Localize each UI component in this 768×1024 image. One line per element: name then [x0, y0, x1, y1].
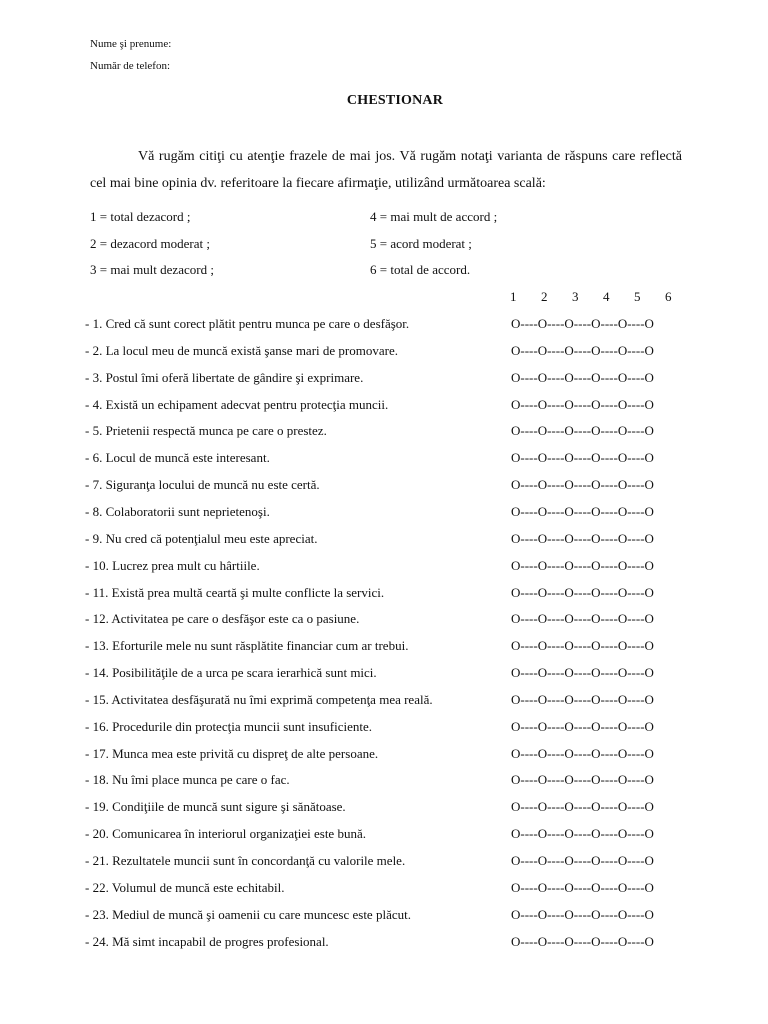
answer-scale-row[interactable]: O----O----O----O----O----O	[511, 772, 654, 787]
question-text: - 12. Activitatea pe care o desfăşor este ca o pasiune.	[85, 611, 360, 626]
question-text: - 9. Nu cred că potenţialul meu este apreciat.	[85, 531, 318, 546]
question-text: - 7. Siguranţa locului de muncă nu este certă.	[85, 477, 320, 492]
question-text: - 21. Rezultatele muncii sunt în concordanţă cu valorile mele.	[85, 853, 406, 868]
answer-scale-row[interactable]: O----O----O----O----O----O	[511, 531, 654, 546]
answer-scale-row[interactable]: O----O----O----O----O----O	[511, 826, 654, 841]
question-text: - 17. Munca mea este privită cu dispreţ de alte persoane.	[85, 746, 379, 761]
question-text: - 1. Cred că sunt corect plătit pentru munca pe care o desfăşor.	[85, 316, 410, 331]
question-text: - 3. Postul îmi oferă libertate de gândire şi exprimare.	[85, 370, 364, 385]
scale-number-4: 4	[603, 289, 610, 304]
question-text: - 10. Lucrez prea mult cu hârtiile.	[85, 558, 260, 573]
question-text: - 18. Nu îmi place munca pe care o fac.	[85, 772, 290, 787]
answer-scale-row[interactable]: O----O----O----O----O----O	[511, 746, 654, 761]
answer-scale-row[interactable]: O----O----O----O----O----O	[511, 907, 654, 922]
question-text: - 16. Procedurile din protecţia muncii sunt insuficiente.	[85, 719, 373, 734]
answer-scale-row[interactable]: O----O----O----O----O----O	[511, 611, 654, 626]
question-text: - 2. La locul meu de muncă există şanse mari de promovare.	[85, 343, 398, 358]
scale-item-2: 2 = dezacord moderat ;	[90, 236, 210, 251]
answer-scale-row[interactable]: O----O----O----O----O----O	[511, 719, 654, 734]
question-text: - 13. Eforturile mele nu sunt răsplătite financiar cum ar trebui.	[85, 638, 409, 653]
question-text: - 8. Colaboratorii sunt neprietenoşi.	[85, 504, 270, 519]
scale-item-4: 4 = mai mult de accord ;	[370, 209, 498, 224]
answer-scale-row[interactable]: O----O----O----O----O----O	[511, 934, 654, 949]
answer-scale-row[interactable]: O----O----O----O----O----O	[511, 343, 654, 358]
answer-scale-row[interactable]: O----O----O----O----O----O	[511, 504, 654, 519]
question-text: - 24. Mă simt incapabil de progres profesional.	[85, 934, 329, 949]
name-label: Nume şi prenume:	[90, 38, 172, 50]
answer-scale-row[interactable]: O----O----O----O----O----O	[511, 397, 654, 412]
question-text: - 15. Activitatea desfăşurată nu îmi exprimă competenţa mea reală.	[85, 692, 433, 707]
scale-item-5: 5 = acord moderat ;	[370, 236, 472, 251]
scale-item-3: 3 = mai mult dezacord ;	[90, 262, 214, 277]
scale-item-1: 1 = total dezacord ;	[90, 209, 191, 224]
scale-number-6: 6	[665, 289, 672, 304]
intro-text: Vă rugăm citiţi cu atenţie frazele de mai jos. Vă rugăm notaţi varianta de răspuns care reflectă cel mai bine opinia dv. referitoare la fiecare afirmaţie, utilizând următoarea scală:	[90, 149, 682, 191]
answer-scale-row[interactable]: O----O----O----O----O----O	[511, 558, 654, 573]
question-text: - 20. Comunicarea în interiorul organizaţiei este bună.	[85, 826, 366, 841]
question-text: - 6. Locul de muncă este interesant.	[85, 450, 270, 465]
answer-scale-row[interactable]: O----O----O----O----O----O	[511, 853, 654, 868]
answer-scale-row[interactable]: O----O----O----O----O----O	[511, 638, 654, 653]
scale-number-5: 5	[634, 289, 641, 304]
answer-scale-row[interactable]: O----O----O----O----O----O	[511, 665, 654, 680]
question-text: - 22. Volumul de muncă este echitabil.	[85, 880, 285, 895]
question-text: - 11. Există prea multă ceartă şi multe conflicte la servici.	[85, 585, 385, 600]
answer-scale-row[interactable]: O----O----O----O----O----O	[511, 450, 654, 465]
answer-scale-row[interactable]: O----O----O----O----O----O	[511, 423, 654, 438]
answer-scale-row[interactable]: O----O----O----O----O----O	[511, 316, 654, 331]
question-text: - 23. Mediul de muncă şi oamenii cu care muncesc este plăcut.	[85, 907, 411, 922]
scale-number-3: 3	[572, 289, 579, 304]
scale-number-2: 2	[541, 289, 548, 304]
intro-paragraph	[90, 143, 682, 197]
question-text: - 5. Prietenii respectă munca pe care o prestez.	[85, 423, 327, 438]
phone-label: Număr de telefon:	[90, 60, 171, 72]
question-text: - 4. Există un echipament adecvat pentru protecţia muncii.	[85, 397, 389, 412]
answer-scale-row[interactable]: O----O----O----O----O----O	[511, 880, 654, 895]
page-title: CHESTIONAR	[346, 93, 444, 108]
answer-scale-row[interactable]: O----O----O----O----O----O	[511, 477, 654, 492]
scale-number-1: 1	[510, 289, 517, 304]
answer-scale-row[interactable]: O----O----O----O----O----O	[511, 370, 654, 385]
question-text: - 14. Posibilităţile de a urca pe scara ierarhică sunt mici.	[85, 665, 377, 680]
answer-scale-row[interactable]: O----O----O----O----O----O	[511, 799, 654, 814]
scale-item-6: 6 = total de accord.	[370, 262, 471, 277]
answer-scale-row[interactable]: O----O----O----O----O----O	[511, 692, 654, 707]
question-text: - 19. Condiţiile de muncă sunt sigure şi sănătoase.	[85, 799, 346, 814]
answer-scale-row[interactable]: O----O----O----O----O----O	[511, 585, 654, 600]
